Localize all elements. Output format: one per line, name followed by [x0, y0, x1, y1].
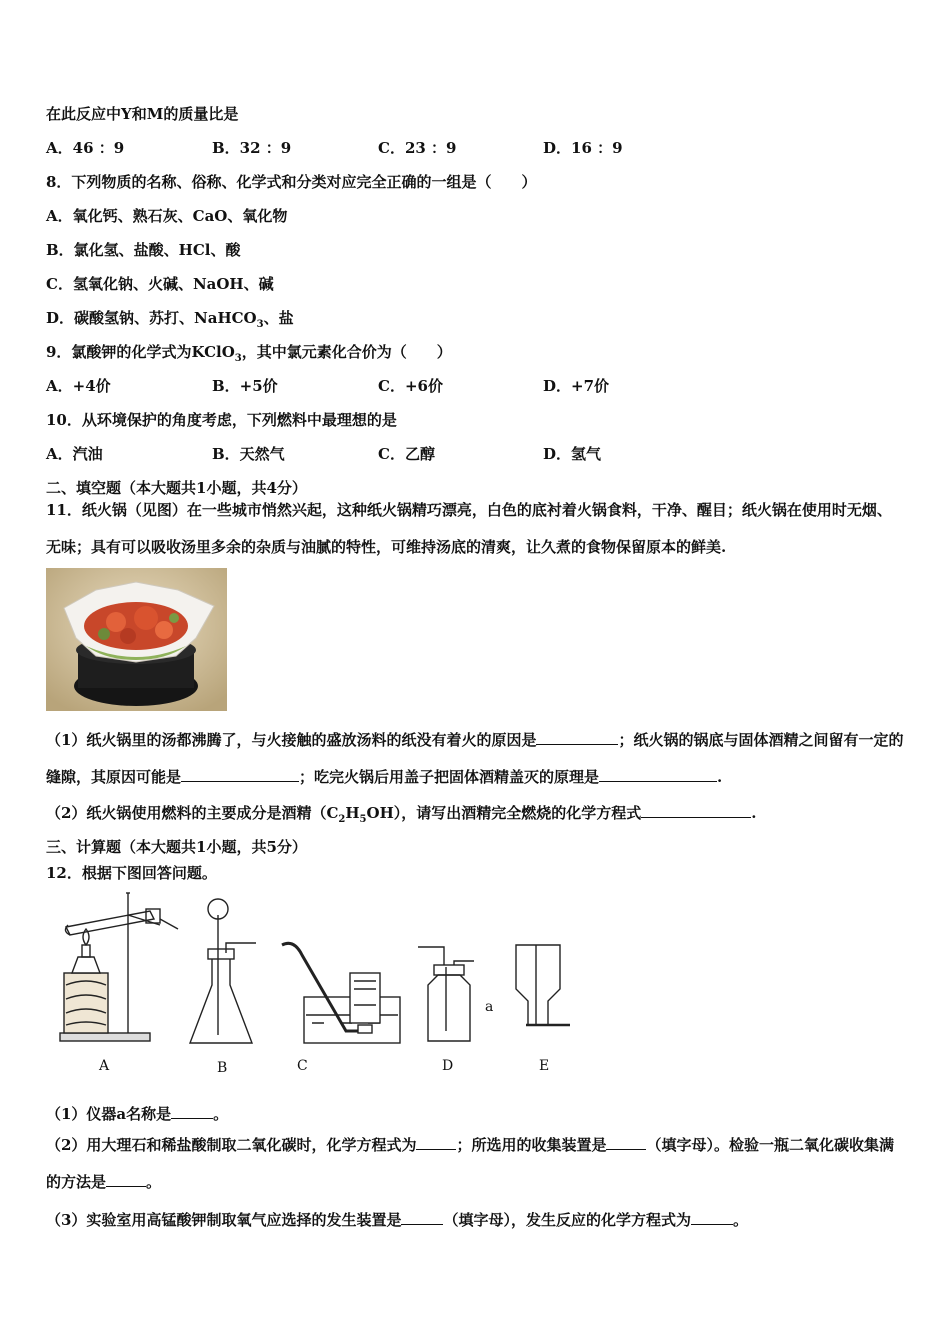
answer-blank[interactable]	[536, 730, 618, 745]
lab-apparatus-figure	[50, 885, 590, 1085]
apparatus-label-c: C	[297, 1058, 308, 1074]
q12-part1: （1）仪器a名称是 。	[46, 1105, 229, 1123]
q7-option-c: C．23 ：9	[378, 139, 457, 157]
answer-blank[interactable]	[181, 767, 299, 782]
q7-option-d: D．16 ：9	[543, 139, 623, 157]
apparatus-label-b: B	[217, 1060, 228, 1076]
q9-option-b: B．+5价	[212, 377, 278, 395]
apparatus-label-d: D	[442, 1058, 454, 1074]
q12-stem: 12．根据下图回答问题。	[46, 864, 217, 882]
q7-option-b: B．32 ：9	[212, 139, 292, 157]
answer-blank[interactable]	[606, 1135, 646, 1150]
q11-part1: （1）纸火锅里的汤都沸腾了，与火接触的盛放汤料的纸没有着火的原因是 ；纸火锅的锅底与固体酒精之间留有一定的缝隙，其原因可能是 ；吃完火锅后用盖子把固体酒精盖灭的原理是 .	[46, 731, 904, 786]
q8-stem: 8．下列物质的名称、俗称、化学式和分类对应完全正确的一组是（ ）	[46, 173, 537, 191]
q9-stem: 9．氯酸钾的化学式为KClO$_3$，其中氯元素化合价为（ ）	[46, 343, 452, 364]
apparatus-a	[60, 893, 178, 1041]
q8-option-c: C．氢氧化钠、火碱、NaOH、碱	[46, 275, 274, 293]
apparatus-label-a: A	[99, 1058, 110, 1074]
answer-blank[interactable]	[641, 803, 751, 818]
q10-option-b: B．天然气	[212, 445, 285, 463]
apparatus-c	[282, 943, 400, 1043]
paper-hotpot-photo	[46, 568, 227, 711]
section-2-title: 二、填空题（本大题共1小题，共4分）	[46, 479, 307, 497]
apparatus-label-e: E	[539, 1058, 550, 1074]
q9-option-d: D．+7价	[543, 377, 610, 395]
q11-stem: 11．纸火锅（见图）在一些城市悄然兴起，这种纸火锅精巧漂亮，白色的底衬着火锅食料，干净、醒目；纸火锅在使用时无烟、无味；具有可以吸收汤里多余的杂质与油腻的特性，可维持汤底的清爽，让久煮的食物保留原本的鲜美.	[46, 501, 892, 556]
q10-option-d: D．氢气	[543, 445, 602, 463]
answer-blank[interactable]	[171, 1104, 213, 1119]
q12-part3: （3）实验室用高锰酸钾制取氧气应选择的发生装置是 （填字母），发生反应的化学方程式为 。	[46, 1211, 748, 1229]
apparatus-b	[190, 899, 256, 1043]
answer-blank[interactable]	[691, 1210, 733, 1225]
answer-blank[interactable]	[401, 1210, 443, 1225]
q8-option-d: D．碳酸氢钠、苏打、NaHCO$_3$、盐	[46, 309, 294, 330]
answer-blank[interactable]	[599, 767, 717, 782]
q9-option-c: C．+6价	[378, 377, 443, 395]
q10-option-c: C．乙醇	[378, 445, 435, 463]
q8-option-a: A．氧化钙、熟石灰、CaO、氧化物	[46, 207, 288, 225]
apparatus-d	[418, 947, 474, 1041]
apparatus-label-small-a: a	[485, 999, 494, 1015]
q7-stem: 在此反应中Y和M的质量比是	[46, 105, 239, 123]
q10-option-a: A．汽油	[46, 445, 103, 463]
answer-blank[interactable]	[416, 1135, 456, 1150]
section-3-title: 三、计算题（本大题共1小题，共5分）	[46, 838, 307, 856]
apparatus-e	[516, 945, 570, 1025]
q7-option-a: A．46 ：9	[46, 139, 125, 157]
answer-blank[interactable]	[106, 1172, 146, 1187]
q8-option-b: B．氯化氢、盐酸、HCl、酸	[46, 241, 241, 259]
q9-option-a: A．+4价	[46, 377, 111, 395]
q10-stem: 10．从环境保护的角度考虑，下列燃料中最理想的是	[46, 411, 397, 429]
q11-part2: （2）纸火锅使用燃料的主要成分是酒精$(C_2H_5OH)$，请写出酒精完全燃烧的化学方程式 .	[46, 804, 757, 825]
q12-part2: （2）用大理石和稀盐酸制取二氧化碳时，化学方程式为 ；所选用的收集装置是 （填字母）。检验一瓶二氧化碳收集满的方法是 。	[46, 1136, 894, 1191]
